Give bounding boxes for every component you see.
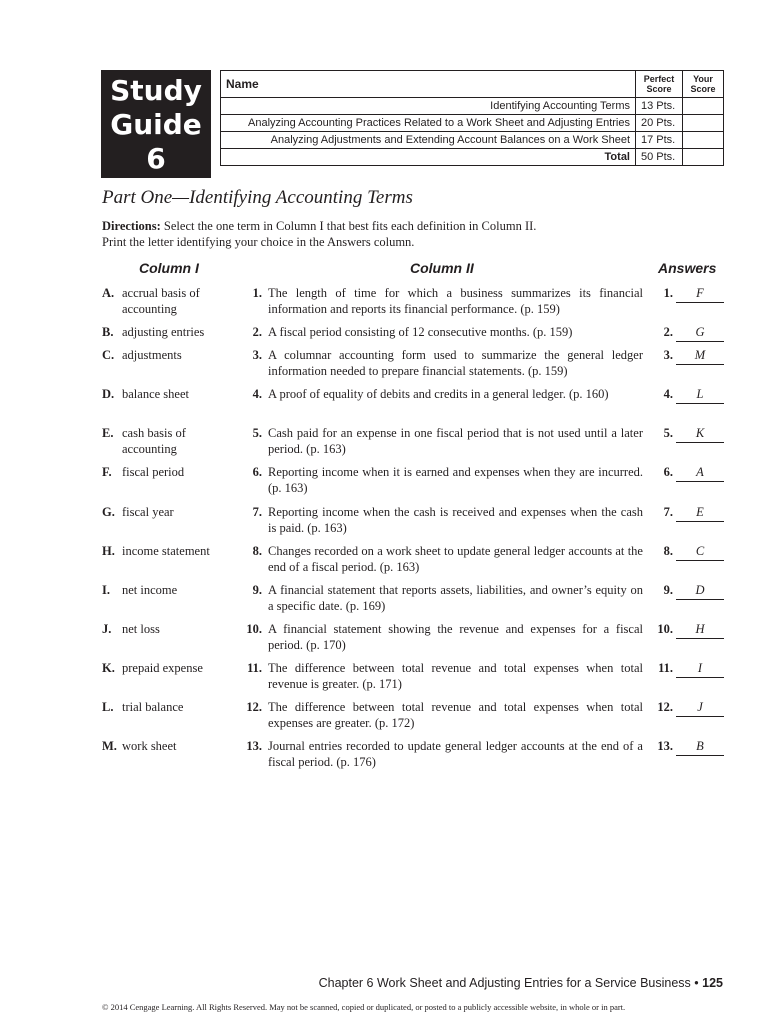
answer-item[interactable]: 7. E: [655, 505, 725, 522]
badge-line-3: 6: [146, 142, 166, 175]
definition-item: 8. Changes recorded on a work sheet to update general ledger accounts at the end of a fiscal period. (p. 163): [252, 544, 643, 574]
total-points: 50 Pts.: [636, 149, 683, 166]
answer-value: L: [676, 387, 724, 404]
answer-value: D: [676, 583, 724, 600]
term-item: L. trial balance: [102, 700, 184, 714]
term-item: K. prepaid expense: [102, 661, 203, 675]
term-item: E. cash basis of accounting: [102, 426, 186, 456]
perfect-score-header: Perfect Score: [636, 71, 683, 98]
score-row-label: Identifying Accounting Terms: [221, 98, 636, 115]
answer-item[interactable]: 11. I: [655, 661, 725, 678]
term-item: M. work sheet: [102, 739, 177, 753]
study-guide-badge: [101, 70, 211, 178]
badge-line-2: Guide: [110, 108, 202, 141]
answers-header: Answers: [658, 260, 717, 276]
term-item: H. income statement: [102, 544, 210, 558]
answer-value: H: [676, 622, 724, 639]
answer-value: F: [676, 286, 724, 303]
answer-value: M: [676, 348, 724, 365]
answer-value: K: [676, 426, 724, 443]
answer-value: J: [676, 700, 724, 717]
page-footer: Chapter 6 Work Sheet and Adjusting Entries for a Service Business • 125: [318, 976, 723, 990]
directions-text: Select the one term in Column I that best fits each definition in Column II. Print the letter identifying your choice in the Answers column.: [102, 219, 537, 249]
answer-value: I: [676, 661, 724, 678]
column-1-header: Column I: [139, 260, 199, 276]
term-item: I. net income: [102, 583, 178, 597]
definition-item: 1. The length of time for which a business summarizes its financial information and reports its financial performance. (p. 159): [252, 286, 643, 316]
score-row-points: 17 Pts.: [636, 132, 683, 149]
definition-item: 7. Reporting income when the cash is received and expenses when the cash is paid. (p. 163): [252, 505, 643, 535]
definition-item: 12. The difference between total revenue and total expenses when total expenses are greater. (p. 172): [246, 700, 643, 730]
term-item: F. fiscal period: [102, 465, 185, 479]
score-row-label: Analyzing Adjustments and Extending Account Balances on a Work Sheet: [221, 132, 636, 149]
definition-item: 2. A fiscal period consisting of 12 consecutive months. (p. 159): [252, 325, 573, 339]
score-table: [220, 70, 724, 166]
term-item: A. accrual basis of accounting: [102, 286, 200, 316]
directions: [102, 218, 552, 250]
answer-value: C: [676, 544, 724, 561]
term-item: D. balance sheet: [102, 387, 189, 401]
your-total-cell[interactable]: [683, 149, 724, 166]
answer-item[interactable]: 4. L: [655, 387, 725, 404]
term-item: C. adjustments: [102, 348, 182, 362]
answer-value: B: [676, 739, 724, 756]
answer-item[interactable]: 10. H: [655, 622, 725, 639]
answer-item[interactable]: 8. C: [655, 544, 725, 561]
definition-item: 9. A financial statement that reports assets, liabilities, and owner’s equity on a specific date. (p. 169): [252, 583, 643, 613]
name-field-label[interactable]: Name: [221, 71, 636, 98]
score-row-label: Analyzing Accounting Practices Related to a Work Sheet and Adjusting Entries: [221, 115, 636, 132]
answer-item[interactable]: 5. K: [655, 426, 725, 443]
total-label: Total: [221, 149, 636, 166]
answer-item[interactable]: 13. B: [655, 739, 725, 756]
definition-item: 13. Journal entries recorded to update general ledger accounts at the end of a fiscal period. (p. 176): [246, 739, 643, 769]
definition-item: 3. A columnar accounting form used to summarize the general ledger information needed to prepare financial statements. (p. 159): [252, 348, 643, 378]
definition-item: 4. A proof of equality of debits and credits in a general ledger. (p. 160): [252, 387, 609, 401]
part-title: Part One—Identifying Accounting Terms: [102, 187, 413, 208]
score-row-points: 13 Pts.: [636, 98, 683, 115]
your-score-cell[interactable]: [683, 98, 724, 115]
copyright: © 2014 Cengage Learning. All Rights Reserved. May not be scanned, copied or duplicated, or posted to a publicly accessible website, in whole or in part.: [102, 1002, 626, 1012]
definition-item: 10. A financial statement showing the revenue and expenses for a fiscal period. (p. 170): [246, 622, 643, 652]
your-score-header: Your Score: [683, 71, 724, 98]
definition-item: 5. Cash paid for an expense in one fiscal period that is not used until a later period. (p. 163): [252, 426, 643, 456]
answer-item[interactable]: 3. M: [655, 348, 725, 365]
your-score-cell[interactable]: [683, 115, 724, 132]
page-number: 125: [702, 976, 723, 990]
answer-value: E: [676, 505, 724, 522]
definition-item: 6. Reporting income when it is earned and expenses when they are incurred. (p. 163): [252, 465, 643, 495]
answer-item[interactable]: 1. F: [655, 286, 725, 303]
score-row-points: 20 Pts.: [636, 115, 683, 132]
directions-label: Directions:: [102, 219, 161, 233]
your-score-cell[interactable]: [683, 132, 724, 149]
answer-item[interactable]: 2. G: [655, 325, 725, 342]
term-item: G. fiscal year: [102, 505, 174, 519]
definition-item: 11. The difference between total revenue and total expenses when total revenue is greater. (p. 171): [247, 661, 643, 691]
answer-value: A: [676, 465, 724, 482]
column-2-header: Column II: [410, 260, 474, 276]
badge-line-1: Study: [110, 74, 202, 107]
answer-item[interactable]: 6. A: [655, 465, 725, 482]
answer-item[interactable]: 12. J: [655, 700, 725, 717]
term-item: J. net loss: [102, 622, 160, 636]
answer-value: G: [676, 325, 724, 342]
term-item: B. adjusting entries: [102, 325, 205, 339]
answer-item[interactable]: 9. D: [655, 583, 725, 600]
